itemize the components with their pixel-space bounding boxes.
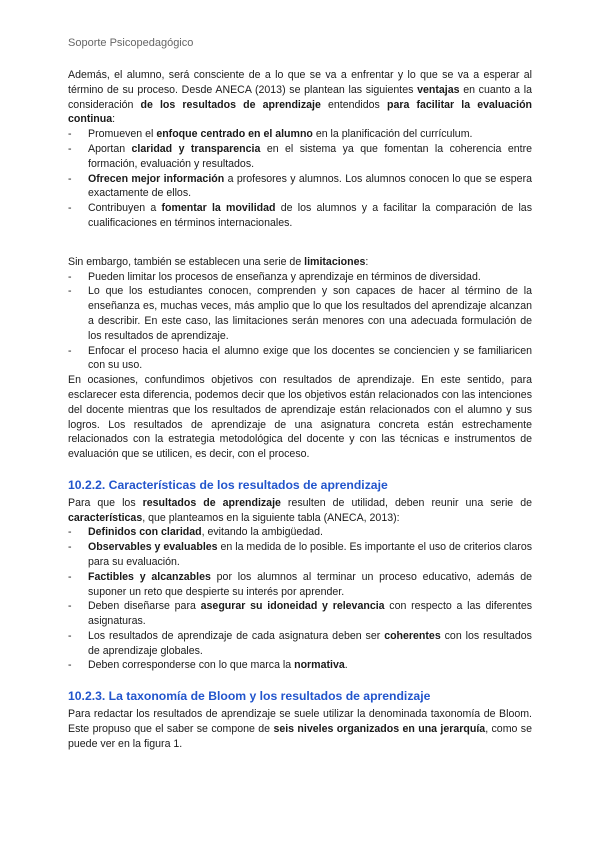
- paragraph-bloom: Para redactar los resultados de aprendizaje se suele utilizar la denominada taxonomía de Bloom. Este propuso que el saber se compone de seis niveles organizados en una jerarquía, como se puede ver en la figura 1.: [68, 708, 532, 750]
- list-item: - Los resultados de aprendizaje de cada asignatura deben ser coherentes con los resultados de aprendizaje globales.: [68, 629, 532, 659]
- list-item: - Observables y evaluables en la medida de lo posible. Es importante el uso de criterios claros para su evaluación.: [68, 540, 532, 570]
- list-item: - Ofrecen mejor información a profesores y alumnos. Los alumnos conocen lo que se espera exactamente de ellos.: [68, 172, 532, 202]
- document-body: [68, 68, 532, 751]
- page-header: Soporte Psicopedagógico: [68, 37, 194, 49]
- paragraph-caracteristicas: Para que los resultados de aprendizaje resulten de utilidad, deben reunir una serie de características, que planteamos en la siguiente tabla (ANECA, 2013):: [68, 496, 532, 524]
- list-item: - Deben diseñarse para asegurar su idoneidad y relevancia con respecto a las diferentes asignaturas.: [68, 599, 532, 629]
- list-item: - Enfocar el proceso hacia el alumno exige que los docentes se conciencien y se familiaricen con su uso.: [68, 344, 532, 374]
- limitaciones-list: [68, 270, 532, 374]
- list-item: - Aportan claridad y transparencia en el sistema ya que fomentan la coherencia entre formación, evaluación y resultados.: [68, 142, 532, 172]
- paragraph-objetivos: En ocasiones, confundimos objetivos con resultados de aprendizaje. En este sentido, para esclarecer esta diferencia, podemos decir que los objetivos están relacionados con las intenciones del docente mientras que los resultados de aprendizaje están relacionados con el alumno y sus logros. Los resultados de aprendizaje de una asignatura concreta están estrechamente relacionados con la estrategia metodológica del docente y con las técnicas e instrumentos de evaluación que se utilicen, es decir, con el proceso.: [68, 374, 532, 461]
- ventajas-list: [68, 127, 532, 231]
- paragraph-limitaciones: Sin embargo, también se establecen una serie de limitaciones:: [68, 255, 369, 268]
- list-item: - Contribuyen a fomentar la movilidad de los alumnos y a facilitar la comparación de las cualificaciones en términos internacionales.: [68, 201, 532, 231]
- caracteristicas-list: [68, 525, 532, 673]
- list-item: - Pueden limitar los procesos de enseñanza y aprendizaje en términos de diversidad.: [68, 270, 532, 285]
- list-item: - Lo que los estudiantes conocen, comprenden y son capaces de hacer al término de la enseñanza es, muchas veces, más amplio que lo que los resultados del aprendizaje alcanzan a describir. En este caso, las limitaciones serán menores con una adecuada formulación de los resultados de aprendizaje.: [68, 284, 532, 343]
- list-item: - Deben corresponderse con lo que marca la normativa.: [68, 658, 532, 673]
- list-item: - Factibles y alcanzables por los alumnos al terminar un proceso educativo, además de suponer un reto que despierte su interés por aprender.: [68, 570, 532, 600]
- list-item: - Definidos con claridad, evitando la ambigüedad.: [68, 525, 532, 540]
- list-item: - Promueven el enfoque centrado en el alumno en la planificación del currículum.: [68, 127, 532, 142]
- section-heading-bloom: 10.2.3. La taxonomía de Bloom y los resultados de aprendizaje: [68, 689, 431, 704]
- paragraph-intro: Además, el alumno, será consciente de a lo que se va a enfrentar y lo que se va a esperar al término de su proceso. Desde ANECA (2013) se plantean las siguientes ventajas en cuanto a la consideración de los resultados de aprendizaje entendidos para facilitar la evaluación continua:: [68, 69, 533, 126]
- section-heading-caracteristicas: 10.2.2. Características de los resultados de aprendizaje: [68, 477, 388, 492]
